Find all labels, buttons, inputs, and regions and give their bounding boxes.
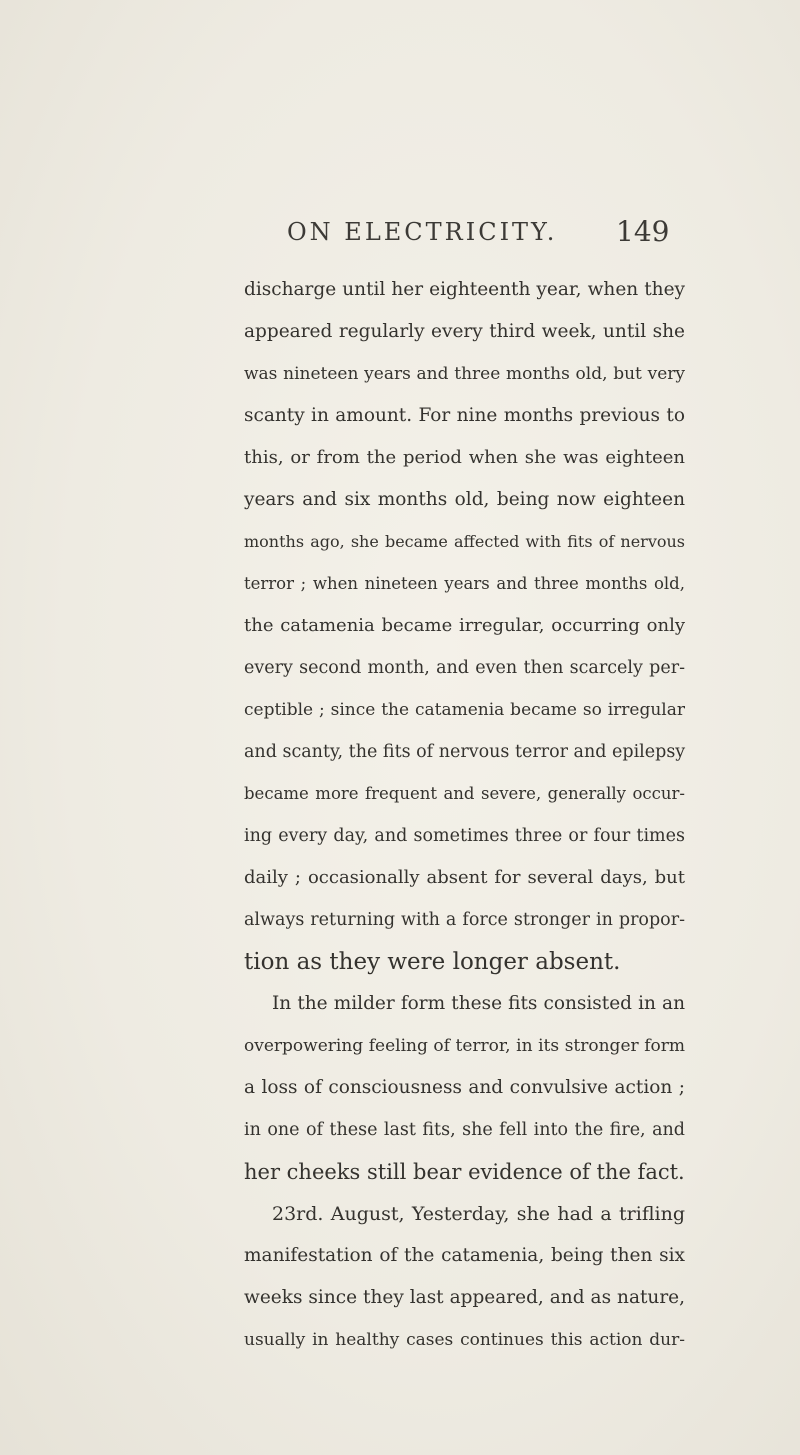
text-line: the catamenia became irregular, occurring only	[244, 615, 685, 636]
text-line: years and six months old, being now eighteen	[244, 489, 685, 510]
text-line: tion as they were longer absent.	[244, 949, 621, 975]
text-line: scanty in amount. For nine months previous to	[244, 405, 685, 426]
text-line: in one of these last fits, she fell into the fire, and	[244, 1120, 685, 1140]
text-line: ing every day, and sometimes three or four times	[244, 826, 685, 846]
text-line: became more frequent and severe, generally occur-	[244, 784, 685, 803]
text-line: a loss of consciousness and convulsive action ;	[244, 1077, 685, 1098]
text-line: usually in healthy cases continues this action dur-	[244, 1330, 685, 1350]
text-line: and scanty, the fits of nervous terror and epilepsy	[244, 742, 686, 762]
text-line: weeks since they last appeared, and as nature,	[244, 1287, 685, 1308]
text-line: always returning with a force stronger in propor-	[244, 910, 685, 930]
page-header	[0, 215, 800, 258]
running-title: ON ELECTRICITY.	[287, 218, 558, 246]
text-line: ceptible ; since the catamenia became so irregular	[244, 700, 685, 720]
text-line: every second month, and even then scarcely per-	[244, 658, 685, 678]
text-line: her cheeks still bear evidence of the fact.	[244, 1160, 685, 1184]
text-line: daily ; occasionally absent for several days, but	[244, 867, 685, 888]
text-line: this, or from the period when she was eighteen	[244, 447, 685, 468]
text-line: months ago, she became affected with fits of nervous	[244, 532, 685, 551]
text-line: discharge until her eighteenth year, when they	[244, 279, 685, 300]
text-line: 23rd. August, Yesterday, she had a trifling	[272, 1203, 685, 1225]
page-number: 149	[616, 215, 670, 248]
text-line: In the milder form these fits consisted in an	[272, 993, 685, 1014]
text-line: terror ; when nineteen years and three months old,	[244, 574, 685, 593]
text-line: was nineteen years and three months old, but very	[244, 364, 685, 384]
text-line: appeared regularly every third week, until she	[244, 321, 685, 342]
text-line: overpowering feeling of terror, in its stronger form	[244, 1036, 685, 1056]
text-line: manifestation of the catamenia, being then six	[244, 1245, 685, 1266]
